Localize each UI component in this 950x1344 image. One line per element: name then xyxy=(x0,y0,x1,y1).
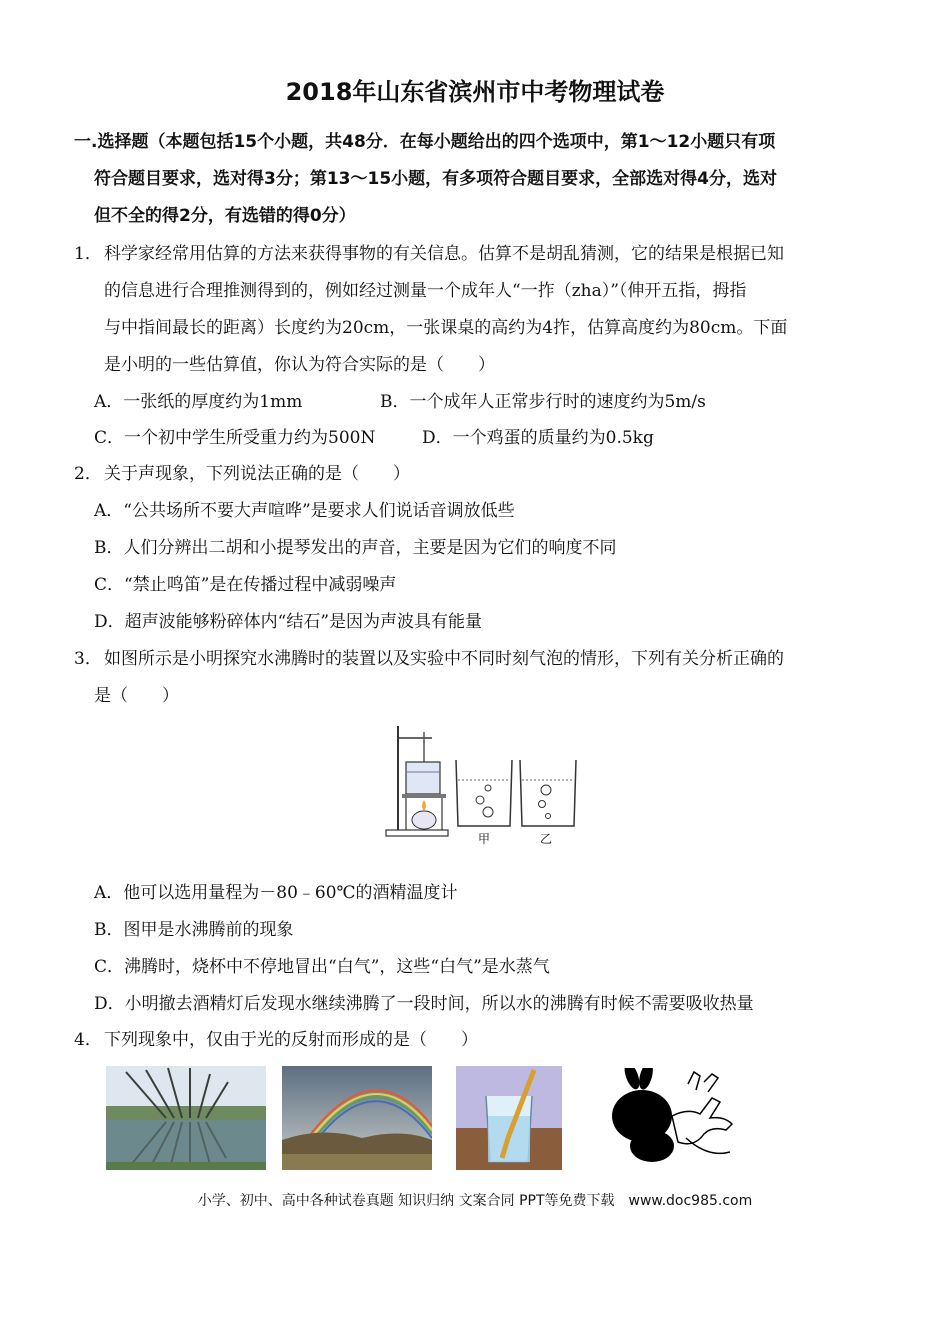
question-text-line: 科学家经常用估算的方法来获得事物的有关信息。估算不是胡乱猜测，它的结果是根据已知 xyxy=(104,244,784,264)
option-c: C．沸腾时，烧杯中不停地冒出“白气”，这些“白气”是水蒸气 xyxy=(94,957,550,977)
question-text-line: 的信息进行合理推测得到的，例如经过测量一个成年人“一拃（zha）”（伸开五指，拇指 xyxy=(104,281,747,301)
question-number: 1． xyxy=(74,244,102,264)
water-reflection-photo xyxy=(106,1066,266,1170)
figure-label-yi: 乙 xyxy=(540,832,553,846)
section-line-3: 但不全的得2分，有选错的得0分） xyxy=(94,206,356,226)
option-d: D．超声波能够粉碎体内“结石”是因为声波具有能量 xyxy=(94,612,483,632)
option-a: A．“公共场所不要大声喧哗”是要求人们说话音调放低些 xyxy=(94,501,515,521)
question-text-line: 与中指间最长的距离）长度约为20cm，一张课桌的高约为4拃，估算高度约为80cm。下面 xyxy=(104,318,788,338)
option-b: B．图甲是水沸腾前的现象 xyxy=(94,920,294,940)
option-a: A．一张纸的厚度约为1mm xyxy=(94,392,303,412)
hand-shadow-rabbit-image xyxy=(608,1068,740,1168)
question-text-line: 是小明的一些估算值，你认为符合实际的是（ ） xyxy=(104,355,495,375)
question-number: 4． xyxy=(74,1030,102,1050)
question-3 xyxy=(74,641,874,715)
option-a: A．他可以选用量程为－80﹣60℃的酒精温度计 xyxy=(94,883,458,903)
option-c: C．一个初中学生所受重力约为500N xyxy=(94,428,376,448)
question-text-line: 是（ ） xyxy=(94,686,179,706)
option-d: D．一个鸡蛋的质量约为0.5kg xyxy=(422,428,654,448)
page-footer: 小学、初中、高中各种试卷真题 知识归纳 文案合同 PPT等免费下载 www.doc985.com xyxy=(197,1193,753,1209)
section-instructions xyxy=(74,124,874,235)
question-4 xyxy=(74,1022,874,1059)
rainbow-photo xyxy=(282,1066,432,1170)
option-d: D．小明撤去酒精灯后发现水继续沸腾了一段时间，所以水的沸腾有时候不需要吸收热量 xyxy=(94,994,754,1014)
question-text-line: 下列现象中，仅由于光的反射而形成的是（ ） xyxy=(104,1030,478,1050)
question-number: 2． xyxy=(74,464,102,484)
exam-title: 2018年山东省滨州市中考物理试卷 xyxy=(285,78,665,106)
option-c: C．“禁止鸣笛”是在传播过程中减弱噪声 xyxy=(94,575,397,595)
section-line-1: 一.选择题（本题包括15个小题，共48分．在每小题给出的四个选项中，第1～12小题只有项 xyxy=(74,132,776,152)
question-text-line: 关于声现象，下列说法正确的是（ ） xyxy=(104,464,410,484)
question-number: 3． xyxy=(74,649,102,669)
question-2 xyxy=(74,456,874,493)
figure-label-jia: 甲 xyxy=(478,832,491,846)
question-1 xyxy=(74,236,874,384)
question-text-line: 如图所示是小明探究水沸腾时的装置以及实验中不同时刻气泡的情形，下列有关分析正确的 xyxy=(104,649,784,669)
option-b: B．人们分辨出二胡和小提琴发出的声音，主要是因为它们的响度不同 xyxy=(94,538,617,558)
pencil-in-water-photo xyxy=(456,1066,562,1170)
option-b: B．一个成年人正常步行时的速度约为5m/s xyxy=(380,392,706,412)
section-line-2: 符合题目要求，选对得3分；第13～15小题，有多项符合题目要求，全部选对得4分，选对 xyxy=(94,169,777,189)
